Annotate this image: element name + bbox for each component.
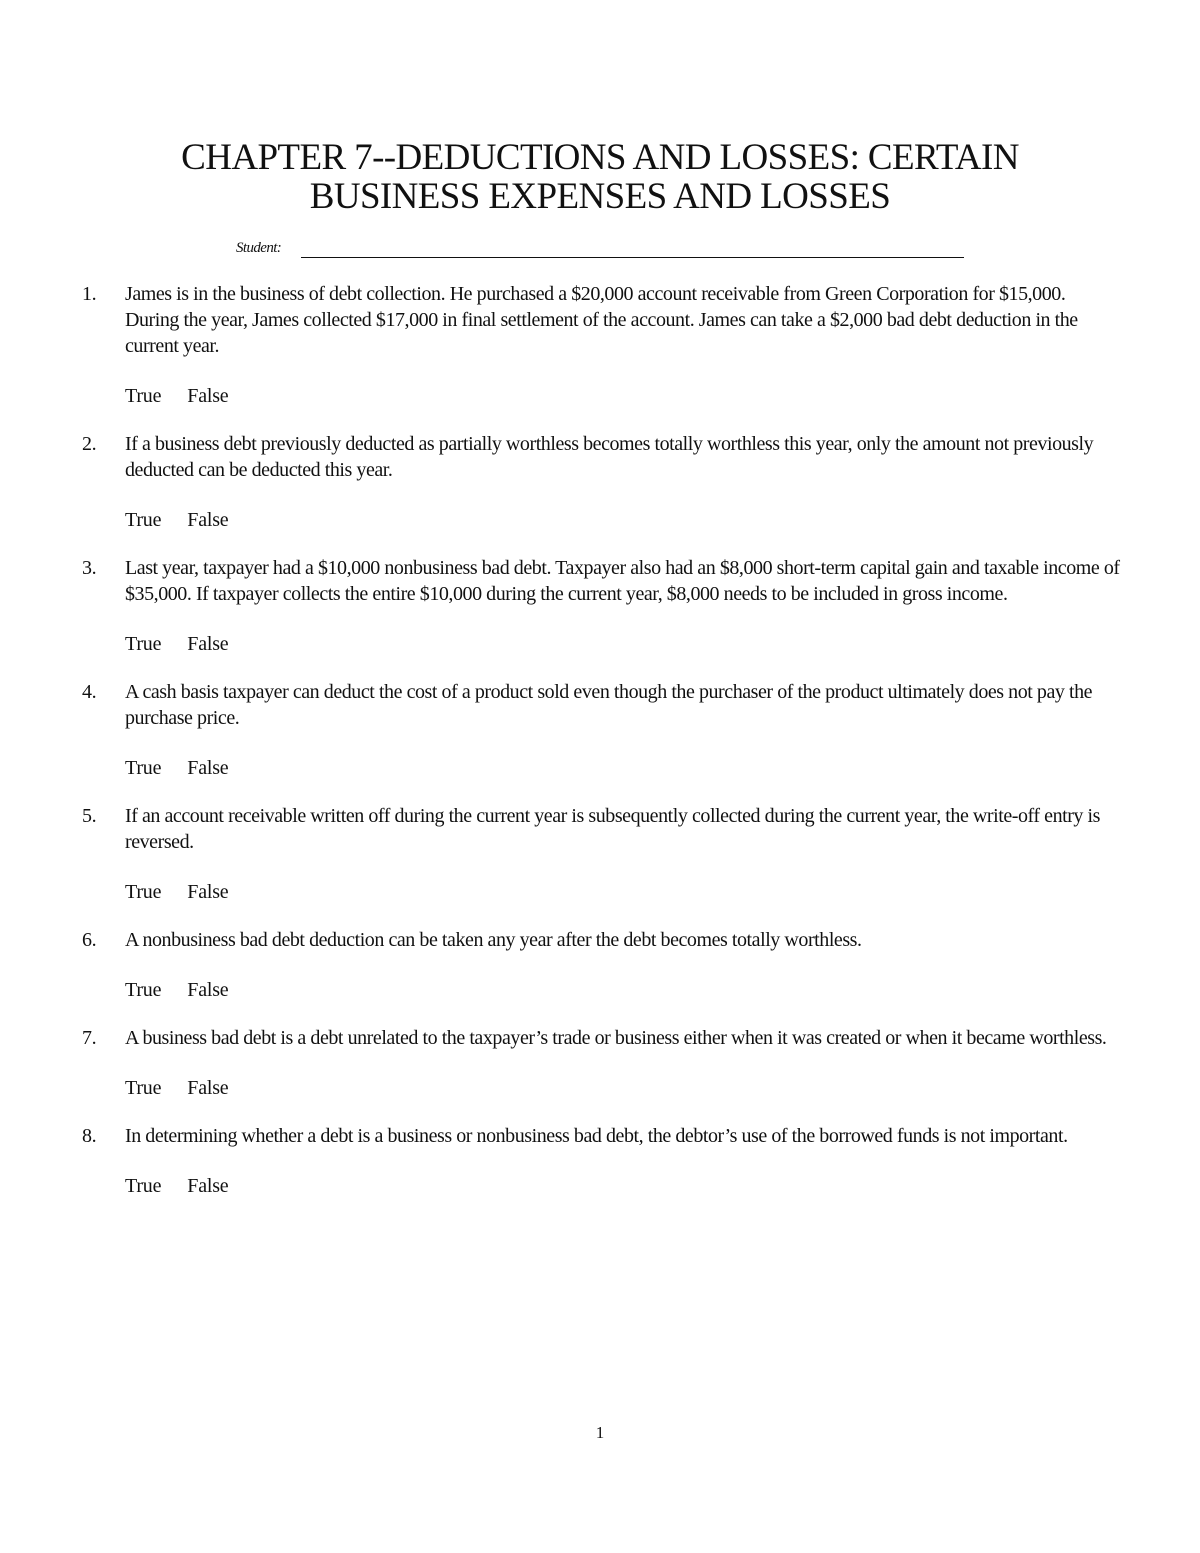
- question-text: If a business debt previously deducted as partially worthless becomes totally worthless this year, only the amount not previously deducted can be deducted this year.: [125, 433, 1094, 481]
- question-text: If an account receivable written off during the current year is subsequently collected during the current year, the write-off entry is reversed.: [125, 805, 1100, 853]
- question-text: A business bad debt is a debt unrelated to the taxpayer’s trade or business either when it was created or when it became worthless.: [125, 1027, 1107, 1049]
- question-item: [82, 431, 1122, 535]
- question-number: 1.: [82, 283, 97, 305]
- student-name-line[interactable]: [301, 257, 964, 258]
- question-number: 3.: [82, 557, 97, 579]
- answer-options: [125, 383, 1122, 411]
- option-false[interactable]: False: [187, 509, 229, 531]
- answer-options: [125, 1173, 1122, 1201]
- page-title: [100, 138, 1100, 216]
- option-true[interactable]: True: [125, 509, 162, 531]
- question-number: 8.: [82, 1125, 97, 1147]
- answer-options: [125, 1075, 1122, 1103]
- question-number: 5.: [82, 805, 97, 827]
- question-item: [82, 555, 1122, 659]
- option-true[interactable]: True: [125, 1175, 162, 1197]
- option-true[interactable]: True: [125, 757, 162, 779]
- question-text: James is in the business of debt collection. He purchased a $20,000 account receivable from Green Corporation for $15,000. During the year, James collected $17,000 in final settlement of the account. James can take a $2,000 bad debt deduction in the current year.: [125, 283, 1078, 357]
- question-number: 4.: [82, 681, 97, 703]
- question-number: 7.: [82, 1027, 97, 1049]
- option-true[interactable]: True: [125, 1077, 162, 1099]
- title-line-1: CHAPTER 7--DEDUCTIONS AND LOSSES: CERTAIN: [181, 137, 1019, 178]
- question-list: [82, 281, 1122, 1221]
- question-number: 6.: [82, 929, 97, 951]
- option-false[interactable]: False: [187, 979, 229, 1001]
- answer-options: [125, 631, 1122, 659]
- question-item: [82, 281, 1122, 411]
- answer-options: [125, 755, 1122, 783]
- question-text: In determining whether a debt is a business or nonbusiness bad debt, the debtor’s use of the borrowed funds is not important.: [125, 1125, 1068, 1147]
- option-false[interactable]: False: [187, 633, 229, 655]
- question-text: Last year, taxpayer had a $10,000 nonbusiness bad debt. Taxpayer also had an $8,000 short-term capital gain and taxable income of $35,000. If taxpayer collects the entire $10,000 during the current year, $8,000 needs to be included in gross income.: [125, 557, 1120, 605]
- option-false[interactable]: False: [187, 385, 229, 407]
- option-true[interactable]: True: [125, 385, 162, 407]
- question-item: [82, 803, 1122, 907]
- question-text: A cash basis taxpayer can deduct the cost of a product sold even though the purchaser of the product ultimately does not pay the purchase price.: [125, 681, 1093, 729]
- question-item: [82, 1025, 1122, 1103]
- student-label: Student:: [236, 240, 282, 256]
- question-text: A nonbusiness bad debt deduction can be taken any year after the debt becomes totally worthless.: [125, 929, 862, 951]
- answer-options: [125, 977, 1122, 1005]
- answer-options: [125, 507, 1122, 535]
- option-false[interactable]: False: [187, 1077, 229, 1099]
- option-false[interactable]: False: [187, 757, 229, 779]
- option-false[interactable]: False: [187, 1175, 229, 1197]
- question-item: [82, 1123, 1122, 1201]
- option-true[interactable]: True: [125, 979, 162, 1001]
- option-false[interactable]: False: [187, 881, 229, 903]
- student-field: [236, 238, 964, 260]
- option-true[interactable]: True: [125, 633, 162, 655]
- option-true[interactable]: True: [125, 881, 162, 903]
- question-item: [82, 679, 1122, 783]
- question-number: 2.: [82, 433, 97, 455]
- page-number: 1: [595, 1423, 605, 1442]
- title-line-2: BUSINESS EXPENSES AND LOSSES: [309, 176, 891, 217]
- question-item: [82, 927, 1122, 1005]
- answer-options: [125, 879, 1122, 907]
